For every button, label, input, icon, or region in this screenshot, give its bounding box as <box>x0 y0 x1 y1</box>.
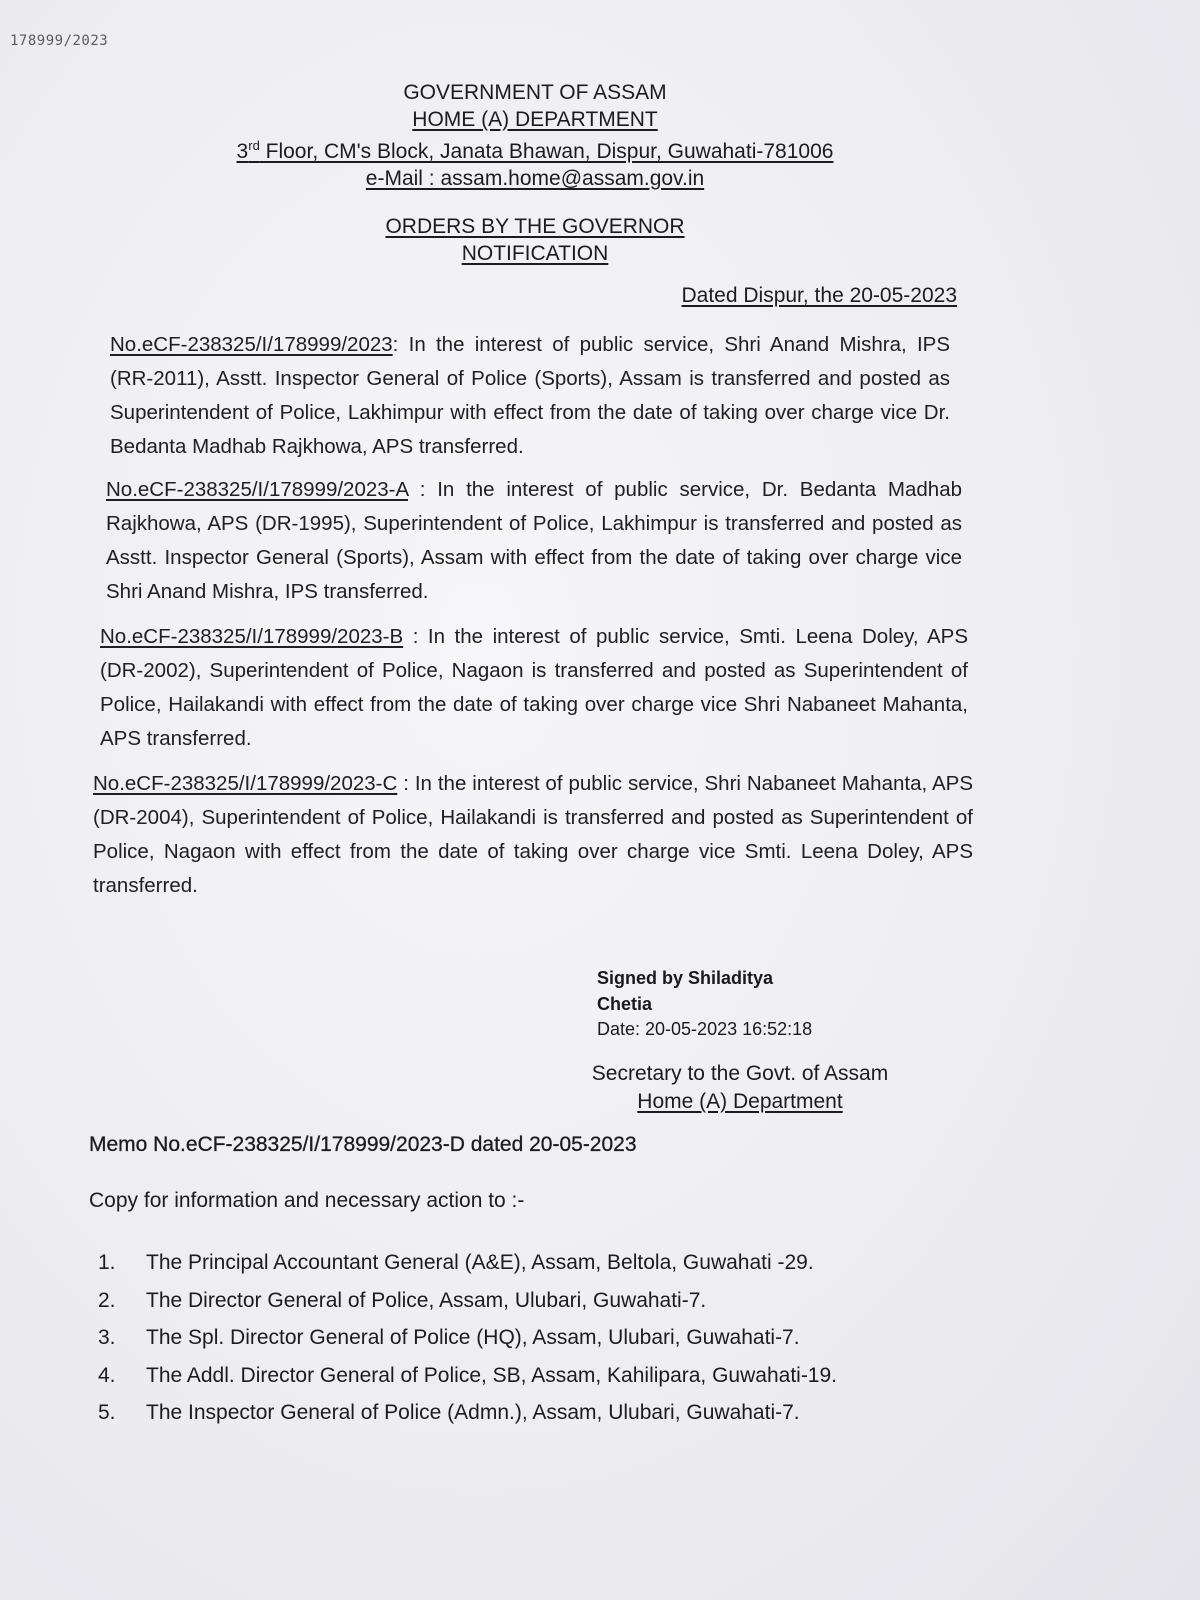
list-item-text: The Addl. Director General of Police, SB, Assam, Kahilipara, Guwahati-19. <box>146 1363 838 1387</box>
order-reference: No.eCF-238325/I/178999/2023-C <box>93 772 398 795</box>
list-item-text: The Principal Accountant General (A&E), Assam, Beltola, Guwahati -29. <box>146 1251 814 1274</box>
memo-line: Memo No.eCF-238325/I/178999/2023-D dated 20-05-2023 <box>89 1133 637 1156</box>
order-reference: No.eCF-238325/I/178999/2023-A <box>106 478 409 501</box>
list-item-text: The Director General of Police, Assam, Ulubari, Guwahati-7. <box>146 1288 707 1312</box>
floor-ordinal-suffix: rd <box>248 138 260 153</box>
digital-signature-block <box>597 966 812 1043</box>
list-item <box>98 1244 837 1282</box>
order-text: In the interest of public service, Dr. Bedanta Madhab Rajkhowa, APS (DR-1995), Superintendent of Police, Lakhimpur is transferred and posted as Asstt. Inspector General (Sports), Assam with effect from the date of taking over charge vice Shri Anand Mishra, IPS transferred. <box>106 478 962 603</box>
order-text: In the interest of public service, Shri Anand Mishra, IPS (RR-2011), Asstt. Inspector General of Police (Sports), Assam is transferred and posted as Superintendent of Police, Lakhimpur with effect from the date of taking over charge vice Dr. Bedanta Madhab Rajkhowa, APS transferred. <box>110 333 950 458</box>
list-item-number: 3. <box>98 1326 116 1349</box>
list-item-number: 5. <box>98 1401 116 1424</box>
order-reference: No.eCF-238325/I/178999/2023-B <box>100 625 404 648</box>
list-item-text: The Spl. Director General of Police (HQ), Assam, Ulubari, Guwahati-7. <box>146 1326 800 1349</box>
transfer-order <box>110 328 950 464</box>
copy-recipient-list <box>98 1244 837 1432</box>
list-item <box>98 1357 837 1395</box>
government-name: GOVERNMENT OF ASSAM <box>403 81 667 104</box>
list-item-number: 2. <box>98 1288 116 1312</box>
order-separator: : <box>392 333 409 356</box>
floor-ordinal: 3 <box>236 140 249 163</box>
signed-by: Signed by Shiladitya <box>597 968 774 988</box>
transfer-order <box>106 473 962 609</box>
order-text: In the interest of public service, Smti. Leena Doley, APS (DR-2002), Superintendent of Police, Nagaon is transferred and posted as Superintendent of Police, Hailakandi with effect from the date of taking over charge vice Shri Nabaneet Mahanta, APS transferred. <box>100 625 968 750</box>
designation-title: Secretary to the Govt. of Assam <box>591 1062 889 1085</box>
list-item-number: 1. <box>98 1251 116 1274</box>
list-item <box>98 1282 837 1320</box>
signer-surname: Chetia <box>597 993 653 1014</box>
order-separator: : <box>397 772 415 795</box>
file-reference-number: 178999/2023 <box>10 33 109 49</box>
department-name: HOME (A) DEPARTMENT <box>412 107 658 131</box>
notification-title: NOTIFICATION <box>461 242 609 265</box>
list-item <box>98 1394 837 1432</box>
document-titles <box>0 213 1070 267</box>
order-reference: No.eCF-238325/I/178999/2023 <box>110 333 393 356</box>
transfer-order <box>100 620 968 756</box>
transfer-order <box>93 767 973 903</box>
orders-title: ORDERS BY THE GOVERNOR <box>385 215 685 238</box>
email-address: e-Mail : assam.home@assam.gov.in <box>365 166 705 190</box>
order-separator: : <box>408 478 438 501</box>
office-address <box>0 133 1070 166</box>
list-item-number: 4. <box>98 1363 116 1387</box>
address-text: Floor, CM's Block, Janata Bhawan, Dispur, Guwahati-781006 <box>259 140 834 163</box>
designation-department: Home (A) Department <box>637 1090 843 1113</box>
signature-date: Date: 20-05-2023 16:52:18 <box>597 1019 813 1039</box>
copy-intro: Copy for information and necessary action to :- <box>89 1189 525 1212</box>
list-item <box>98 1319 837 1357</box>
order-separator: : <box>403 625 428 648</box>
letterhead <box>0 80 1070 192</box>
dated-line: Dated Dispur, the 20-05-2023 <box>681 284 957 307</box>
order-text: In the interest of public service, Shri Nabaneet Mahanta, APS (DR-2004), Superintendent of Police, Hailakandi is transferred and posted as Superintendent of Police, Nagaon with effect from the date of taking over charge vice Smti. Leena Doley, APS transferred. <box>93 772 973 897</box>
signatory-designation <box>560 1060 920 1116</box>
list-item-text: The Inspector General of Police (Admn.), Assam, Ulubari, Guwahati-7. <box>146 1401 800 1424</box>
